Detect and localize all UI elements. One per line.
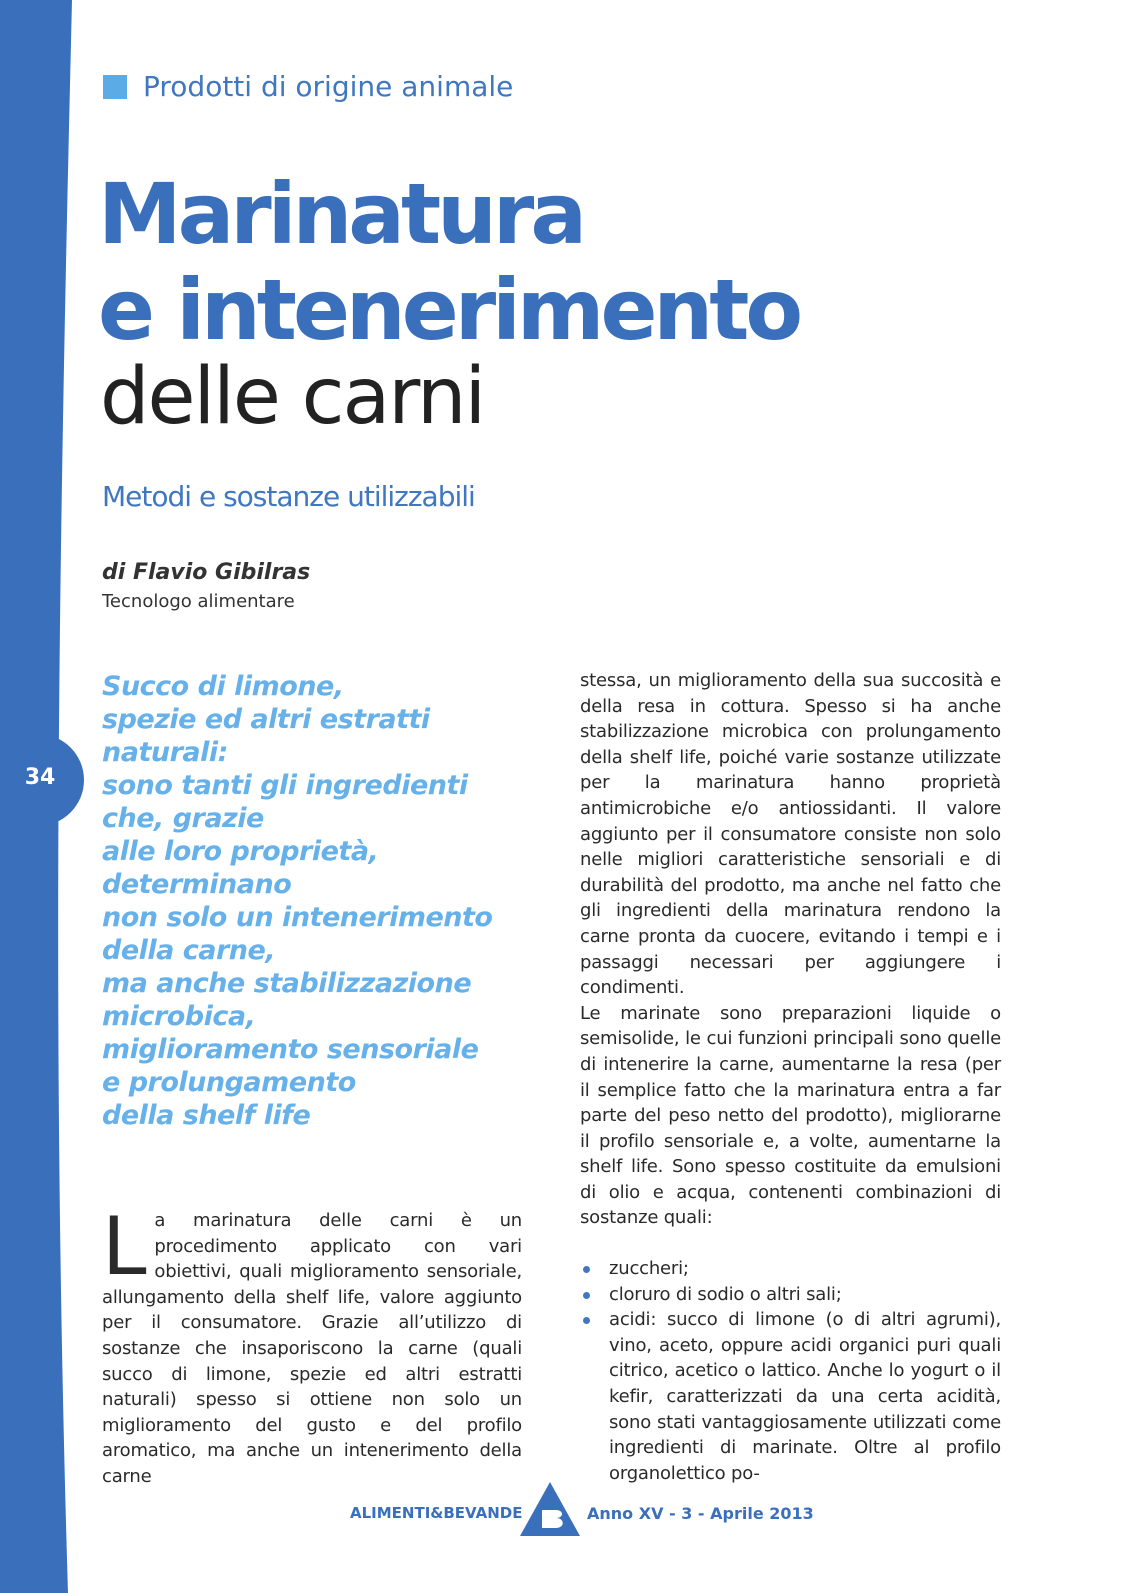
ingredient-list <box>580 1256 1001 1486</box>
bullet-icon <box>583 1292 590 1299</box>
page-footer <box>0 1480 1121 1540</box>
body-paragraph: stessa, un miglioramento della sua succosità e della resa in cottura. Spesso si ha anche stabilizzazione microbica con prolungamento della shelf life, poiché varie sostanze utilizzate per la marinatura hanno proprietà antimicrobiche e/o antiossidanti. Il valore aggiunto per il consumatore consiste non solo nelle migliori caratteristiche sensoriali e di durabilità del prodotto, ma anche nel fatto che gli ingredienti della marinatura rendono la carne pronta da cuocere, evitando i tempi e i passaggi necessari per aggiungere i condimenti. <box>580 670 1001 999</box>
pull-quote <box>102 670 522 1132</box>
article-title-line2: e intenerimento <box>98 261 800 359</box>
blue-side-band <box>0 0 90 1593</box>
pull-quote-line: della carne, <box>102 935 276 966</box>
body-text-left: a marinatura delle carni è un procedimento applicato con vari obiettivi, quali miglioramento sensoriale, allungamento della shelf life, valore aggiunto per il consumatore. Grazie all’utilizzo di sostanze che insaporiscono la carne (quali succo di limone, spezie ed altri estratti naturali) spesso si ottiene non solo un miglioramento del gusto e del profilo aromatico, ma anche un intenerimento della carne <box>102 1210 522 1487</box>
pull-quote-line: Succo di limone, <box>102 671 344 702</box>
pull-quote-line: non solo un intenerimento <box>102 902 493 933</box>
list-item <box>580 1282 1001 1308</box>
article-title-line3: delle carni <box>100 352 485 442</box>
article-subtitle: Metodi e sostanze utilizzabili <box>102 480 475 513</box>
list-item-text: cloruro di sodio o altri sali; <box>609 1283 842 1305</box>
bullet-icon <box>583 1317 590 1324</box>
pull-quote-line: determinano <box>102 869 292 900</box>
issue-info: Anno XV - 3 - Aprile 2013 <box>587 1504 814 1523</box>
pull-quote-line: microbica, <box>102 1001 256 1032</box>
pull-quote-line: sono tanti gli ingredienti <box>102 770 468 801</box>
list-item <box>580 1256 1001 1282</box>
pull-quote-line: miglioramento sensoriale <box>102 1034 479 1065</box>
list-item-text: zuccheri; <box>609 1258 689 1280</box>
author-role: Tecnologo alimentare <box>102 591 295 612</box>
author-name: di Flavio Gibilras <box>102 560 311 585</box>
list-item <box>580 1307 1001 1486</box>
pull-quote-line: naturali: <box>102 737 228 768</box>
section-square-icon <box>103 75 127 99</box>
section-title: Prodotti di origine animale <box>143 70 514 103</box>
pull-quote-line: e prolungamento <box>102 1067 356 1098</box>
section-label <box>103 70 513 103</box>
body-column-left <box>102 1200 522 1490</box>
pull-quote-line: ma anche stabilizzazione <box>102 968 472 999</box>
pull-quote-line: della shelf life <box>102 1100 311 1131</box>
body-paragraph: Le marinate sono preparazioni liquide o semisolide, le cui funzioni principali sono quelle di intenerire la carne, aumentarne la resa (per il semplice fatto che la marinatura entra a far parte del peso netto del prodotto), migliorarne il profilo sensoriale e, a volte, aumentarne la shelf life. Sono spesso costituite da emulsioni di olio e acqua, contenenti combinazioni di sostanze quali: <box>580 1002 1001 1229</box>
page-number: 34 <box>24 765 56 790</box>
magazine-name: ALIMENTI&BEVANDE <box>350 1504 523 1522</box>
article-title-line1: Marinatura <box>98 165 584 263</box>
pull-quote-line: che, grazie <box>102 803 264 834</box>
magazine-logo-icon <box>518 1480 582 1538</box>
drop-cap: L <box>102 1200 147 1293</box>
pull-quote-line: alle loro proprietà, <box>102 836 379 867</box>
pull-quote-line: spezie ed altri estratti <box>102 704 430 735</box>
list-item-text: acidi: succo di limone (o di altri agrumi), vino, aceto, oppure acidi organici puri quali citrico, acetico o lattico. Anche lo yogurt o il kefir, caratterizzati da una certa acidità, sono stati vantaggiosamente utilizzati come ingredienti di marinate. Oltre al profilo organolettico po- <box>609 1309 1001 1484</box>
body-column-right <box>580 668 1001 1486</box>
bullet-icon <box>583 1266 590 1273</box>
